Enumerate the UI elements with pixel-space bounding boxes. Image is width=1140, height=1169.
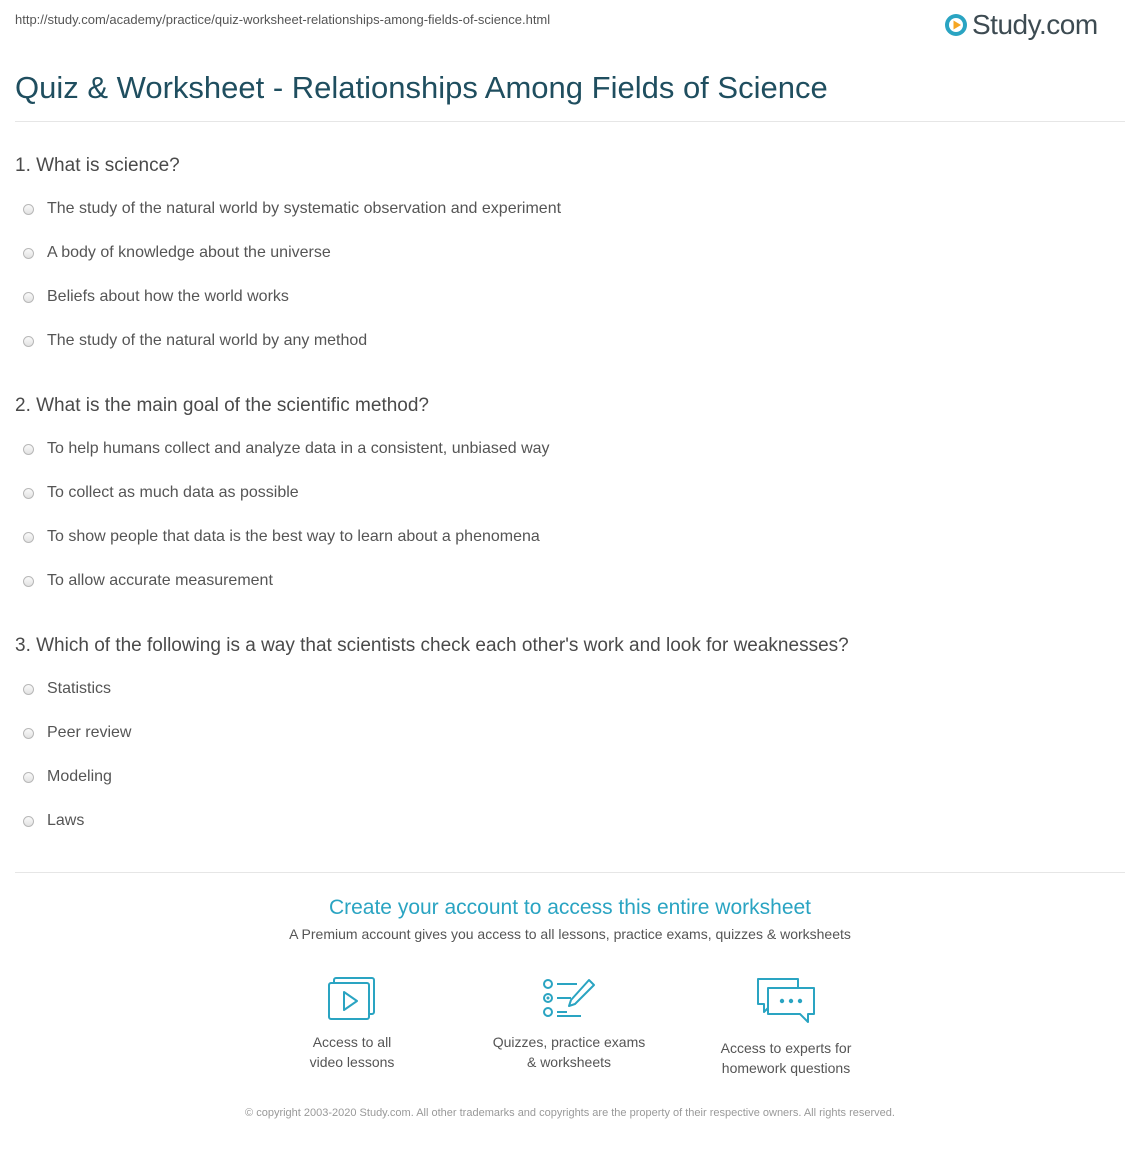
logo-text: Study.com	[972, 9, 1098, 40]
video-lessons-icon	[326, 976, 378, 1022]
radio-button[interactable]	[23, 292, 34, 303]
q3-option-4[interactable]	[23, 812, 84, 830]
option-label: Laws	[47, 812, 85, 829]
radio-button[interactable]	[23, 576, 34, 587]
feature-label: Access to experts for homework questions	[720, 1040, 852, 1076]
q3-option-3[interactable]	[23, 768, 112, 786]
radio-button[interactable]	[23, 728, 34, 739]
option-label: The study of the natural world by any method	[47, 332, 368, 349]
feature-quizzes	[469, 976, 669, 1072]
radio-button[interactable]	[23, 684, 34, 695]
question-3: 3. Which of the following is a way that scientists check each other's work and look for weaknesses?	[15, 635, 849, 656]
study-logo[interactable]	[944, 8, 1098, 42]
feature-experts	[686, 976, 886, 1078]
option-label: Statistics	[47, 680, 112, 697]
feature-label: Quizzes, practice exams & worksheets	[492, 1034, 646, 1070]
option-label: To collect as much data as possible	[47, 484, 299, 501]
cta-subtitle: A Premium account gives you access to all lessons, practice exams, quizzes & worksheets	[289, 926, 851, 942]
option-label: Beliefs about how the world works	[47, 288, 289, 305]
q3-option-1[interactable]	[23, 680, 111, 698]
q1-option-1[interactable]	[23, 200, 561, 218]
q2-option-1[interactable]	[23, 440, 550, 458]
q1-option-4[interactable]	[23, 332, 367, 350]
question-2: 2. What is the main goal of the scientific method?	[15, 395, 429, 416]
radio-button[interactable]	[23, 336, 34, 347]
q2-option-2[interactable]	[23, 484, 299, 502]
question-1: 1. What is science?	[15, 155, 180, 176]
radio-button[interactable]	[23, 204, 34, 215]
q2-option-3[interactable]	[23, 528, 540, 546]
create-account-link[interactable]: Create your account to access this entire worksheet	[328, 896, 812, 919]
radio-button[interactable]	[23, 532, 34, 543]
option-label: Peer review	[47, 724, 132, 741]
radio-button[interactable]	[23, 488, 34, 499]
page-title: Quiz & Worksheet - Relationships Among Fields of Science	[15, 70, 828, 105]
q1-option-3[interactable]	[23, 288, 289, 306]
option-label: To allow accurate measurement	[47, 572, 273, 589]
header-divider	[15, 121, 1125, 122]
option-label: The study of the natural world by systematic observation and experiment	[47, 200, 562, 217]
q1-option-2[interactable]	[23, 244, 331, 262]
option-label: Modeling	[47, 768, 112, 785]
option-label: To show people that data is the best way to learn about a phenomena	[47, 528, 540, 545]
feature-video-lessons	[252, 976, 452, 1072]
play-logo-icon	[944, 13, 968, 37]
radio-button[interactable]	[23, 248, 34, 259]
radio-button[interactable]	[23, 816, 34, 827]
radio-button[interactable]	[23, 772, 34, 783]
page-url: http://study.com/academy/practice/quiz-worksheet-relationships-among-fields-of-science.html	[15, 12, 551, 27]
radio-button[interactable]	[23, 444, 34, 455]
footer-divider	[15, 872, 1125, 873]
q2-option-4[interactable]	[23, 572, 273, 590]
copyright-notice: © copyright 2003-2020 Study.com. All other trademarks and copyrights are the property of their respective owners. All rights reserved.	[245, 1107, 895, 1119]
option-label: To help humans collect and analyze data in a consistent, unbiased way	[47, 440, 550, 457]
q3-option-2[interactable]	[23, 724, 131, 742]
feature-label: Access to all video lessons	[309, 1034, 395, 1070]
option-label: A body of knowledge about the universe	[47, 244, 331, 261]
chat-bubbles-icon	[754, 976, 818, 1028]
quiz-checklist-icon	[541, 976, 597, 1022]
